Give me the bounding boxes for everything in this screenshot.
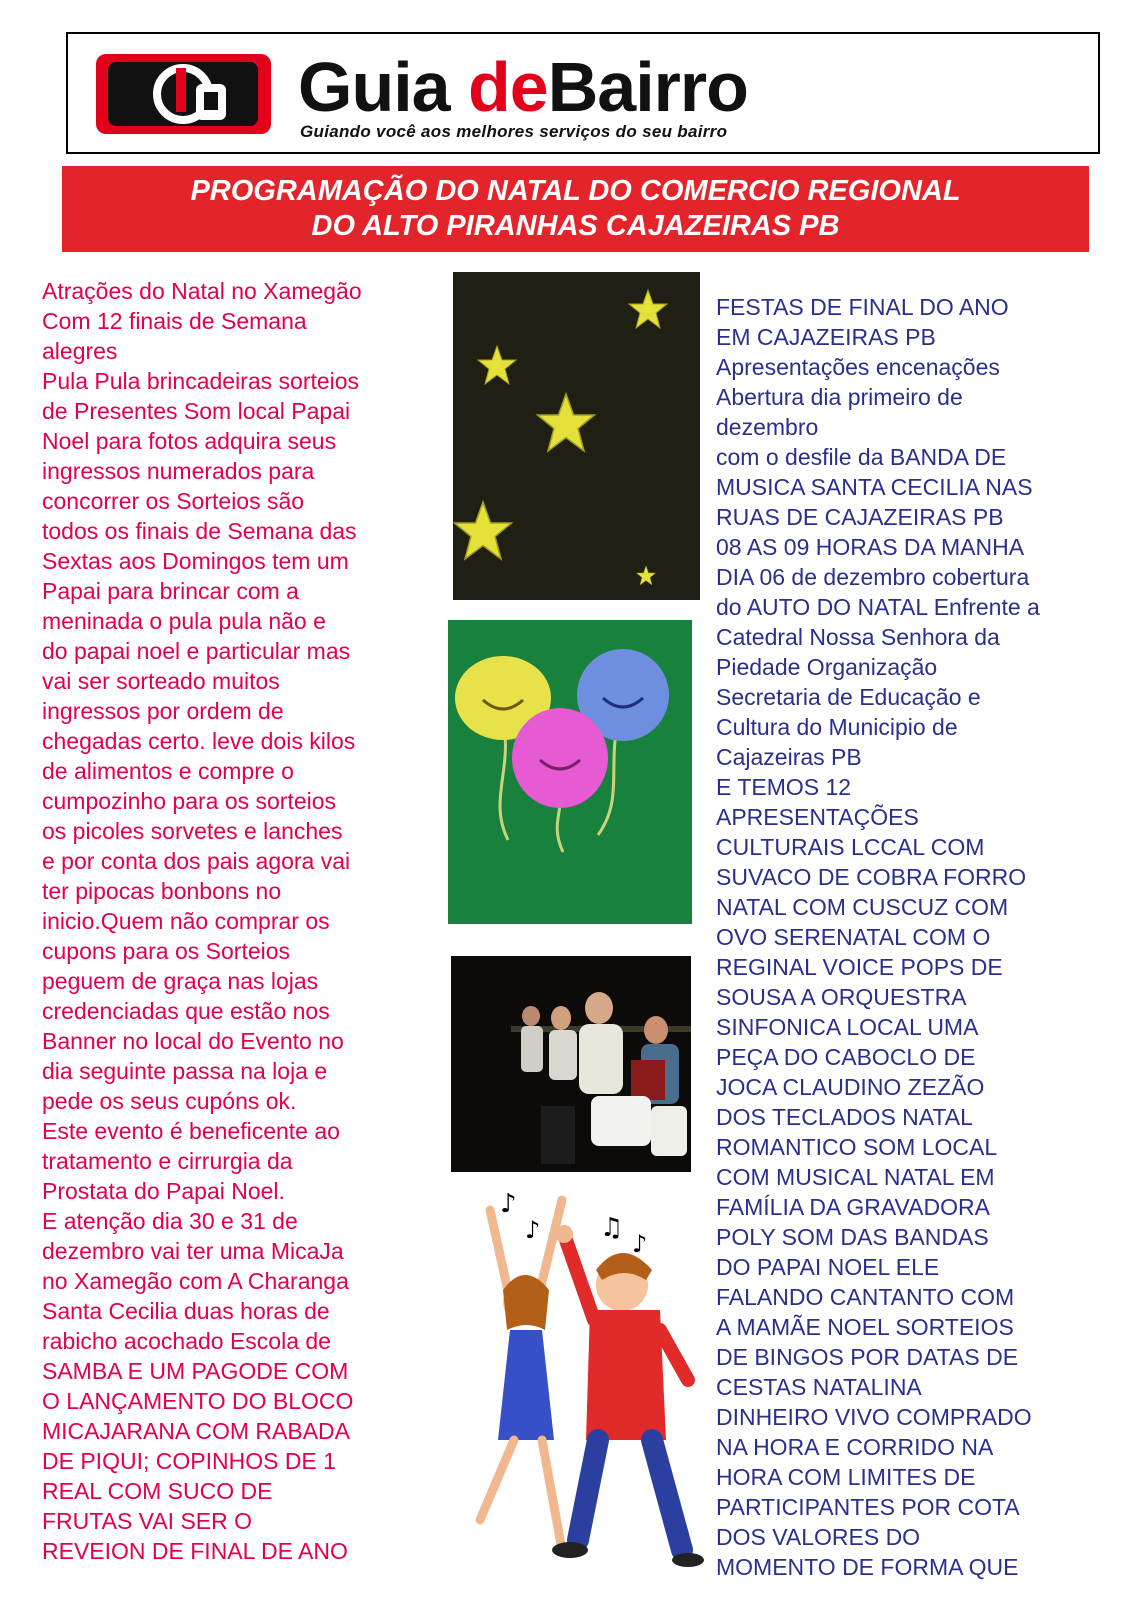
brand-de: de [468,48,548,126]
gb-logo-icon [96,54,271,134]
title-banner [62,166,1089,252]
musicians-icon [451,956,691,1172]
brand-bairro: Bairro [547,48,748,126]
banner-line-2: DO ALTO PIRANHAS CAJAZEIRAS PB [311,209,840,242]
banner-line-1: PROGRAMAÇÃO DO NATAL DO COMERCIO REGIONAL [190,175,961,207]
dancing-couple-icon [470,1190,704,1570]
svg-text:♪: ♪ [632,1230,648,1258]
balloon-icon-group [448,620,692,924]
brand-name [298,48,748,126]
star-icon-group [453,272,700,600]
header-logo-box [66,32,1100,154]
balloons-image [448,620,692,924]
right-column-text: FESTAS DE FINAL DO ANO EM CAJAZEIRAS PB Apresentações encenações Abertura dia primeiro de dezembro com o desfile da BANDA DE MUSICA SANTA CECILIA NAS RUAS DE CAJAZEIRAS PB 08 AS 09 HORAS DA MANHA DIA 06 de dezembro cobertura do AUTO DO NATAL Enfrente a Catedral Nossa Senhora da Piedade Organização Secretaria de Educação e Cultura do Municipio de Cajazeiras PB E TEMOS 12 APRESENTAÇÕES CULTURAIS LCCAL COM SUVACO DE COBRA FORRO NATAL COM CUSCUZ COM OVO SERENATAL COM O REGINAL VOICE POPS DE SOUSA A ORQUESTRA SINFONICA LOCAL UMA PEÇA DO CABOCLO DE JOCA CLAUDINO ZEZÃO DOS TECLADOS NATAL ROMANTICO SOM LOCAL COM MUSICAL NATAL EM FAMÍLIA DA GRAVADORA POLY SOM DAS BANDAS DO PAPAI NOEL ELE FALANDO CANTANTO COM A MAMÃE NOEL SORTEIOS DE BINGOS POR DATAS DE CESTAS NATALINA DINHEIRO VIVO COMPRADO NA HORA E CORRIDO NA HORA COM LIMITES DE PARTICIPANTES POR COTA DOS VALORES DO MOMENTO DE FORMA QUE [716,294,1040,1580]
svg-text:♫: ♫ [600,1213,624,1243]
left-column-text: Atrações do Natal no Xamegão Com 12 finais de Semana alegres Pula Pula brincadeiras sorteios de Presentes Som local Papai Noel para fotos adquira seus ingressos numerados para concorrer os Sorteios são todos os finais de Semana das Sextas aos Domingos tem um Papai para brincar com a meninada o pula pula não e do papai noel e particular mas vai ser sorteado muitos ingressos por ordem de chegadas certo. leve dois kilos de alimentos e compre o cumpozinho para os sorteios os picoles sorvetes e lanches e por conta dos pais agora vai ter pipocas bonbons no inicio.Quem não comprar os cupons para os Sorteios peguem de graça nas lojas credenciadas que estão nos Banner no local do Evento no dia seguinte passa na loja e pede os seus cupóns ok. Este evento é beneficente ao tratamento e cirrurgia da Prostata do Papai Noel. E atenção dia 30 e 31 de dezembro vai ter uma MicaJa no Xamegão com A Charanga Santa Cecilia duas horas de rabicho acochado Escola de SAMBA E UM PAGODE COM O LANÇAMENTO DO BLOCO MICAJARANA COM RABADA DE PIQUI; COPINHOS DE 1 REAL COM SUCO DE FRUTAS VAI SER O REVEION DE FINAL DE ANO [42,278,362,1564]
svg-text:♪: ♪ [525,1216,541,1244]
brand-tagline: Guiando você aos melhores serviços do seu bairro [300,122,728,141]
band-photo-image [451,956,691,1172]
stars-image [453,272,700,600]
dancers-image [470,1190,704,1570]
svg-text:♪: ♪ [500,1190,517,1219]
brand-guia: Guia [298,48,469,126]
